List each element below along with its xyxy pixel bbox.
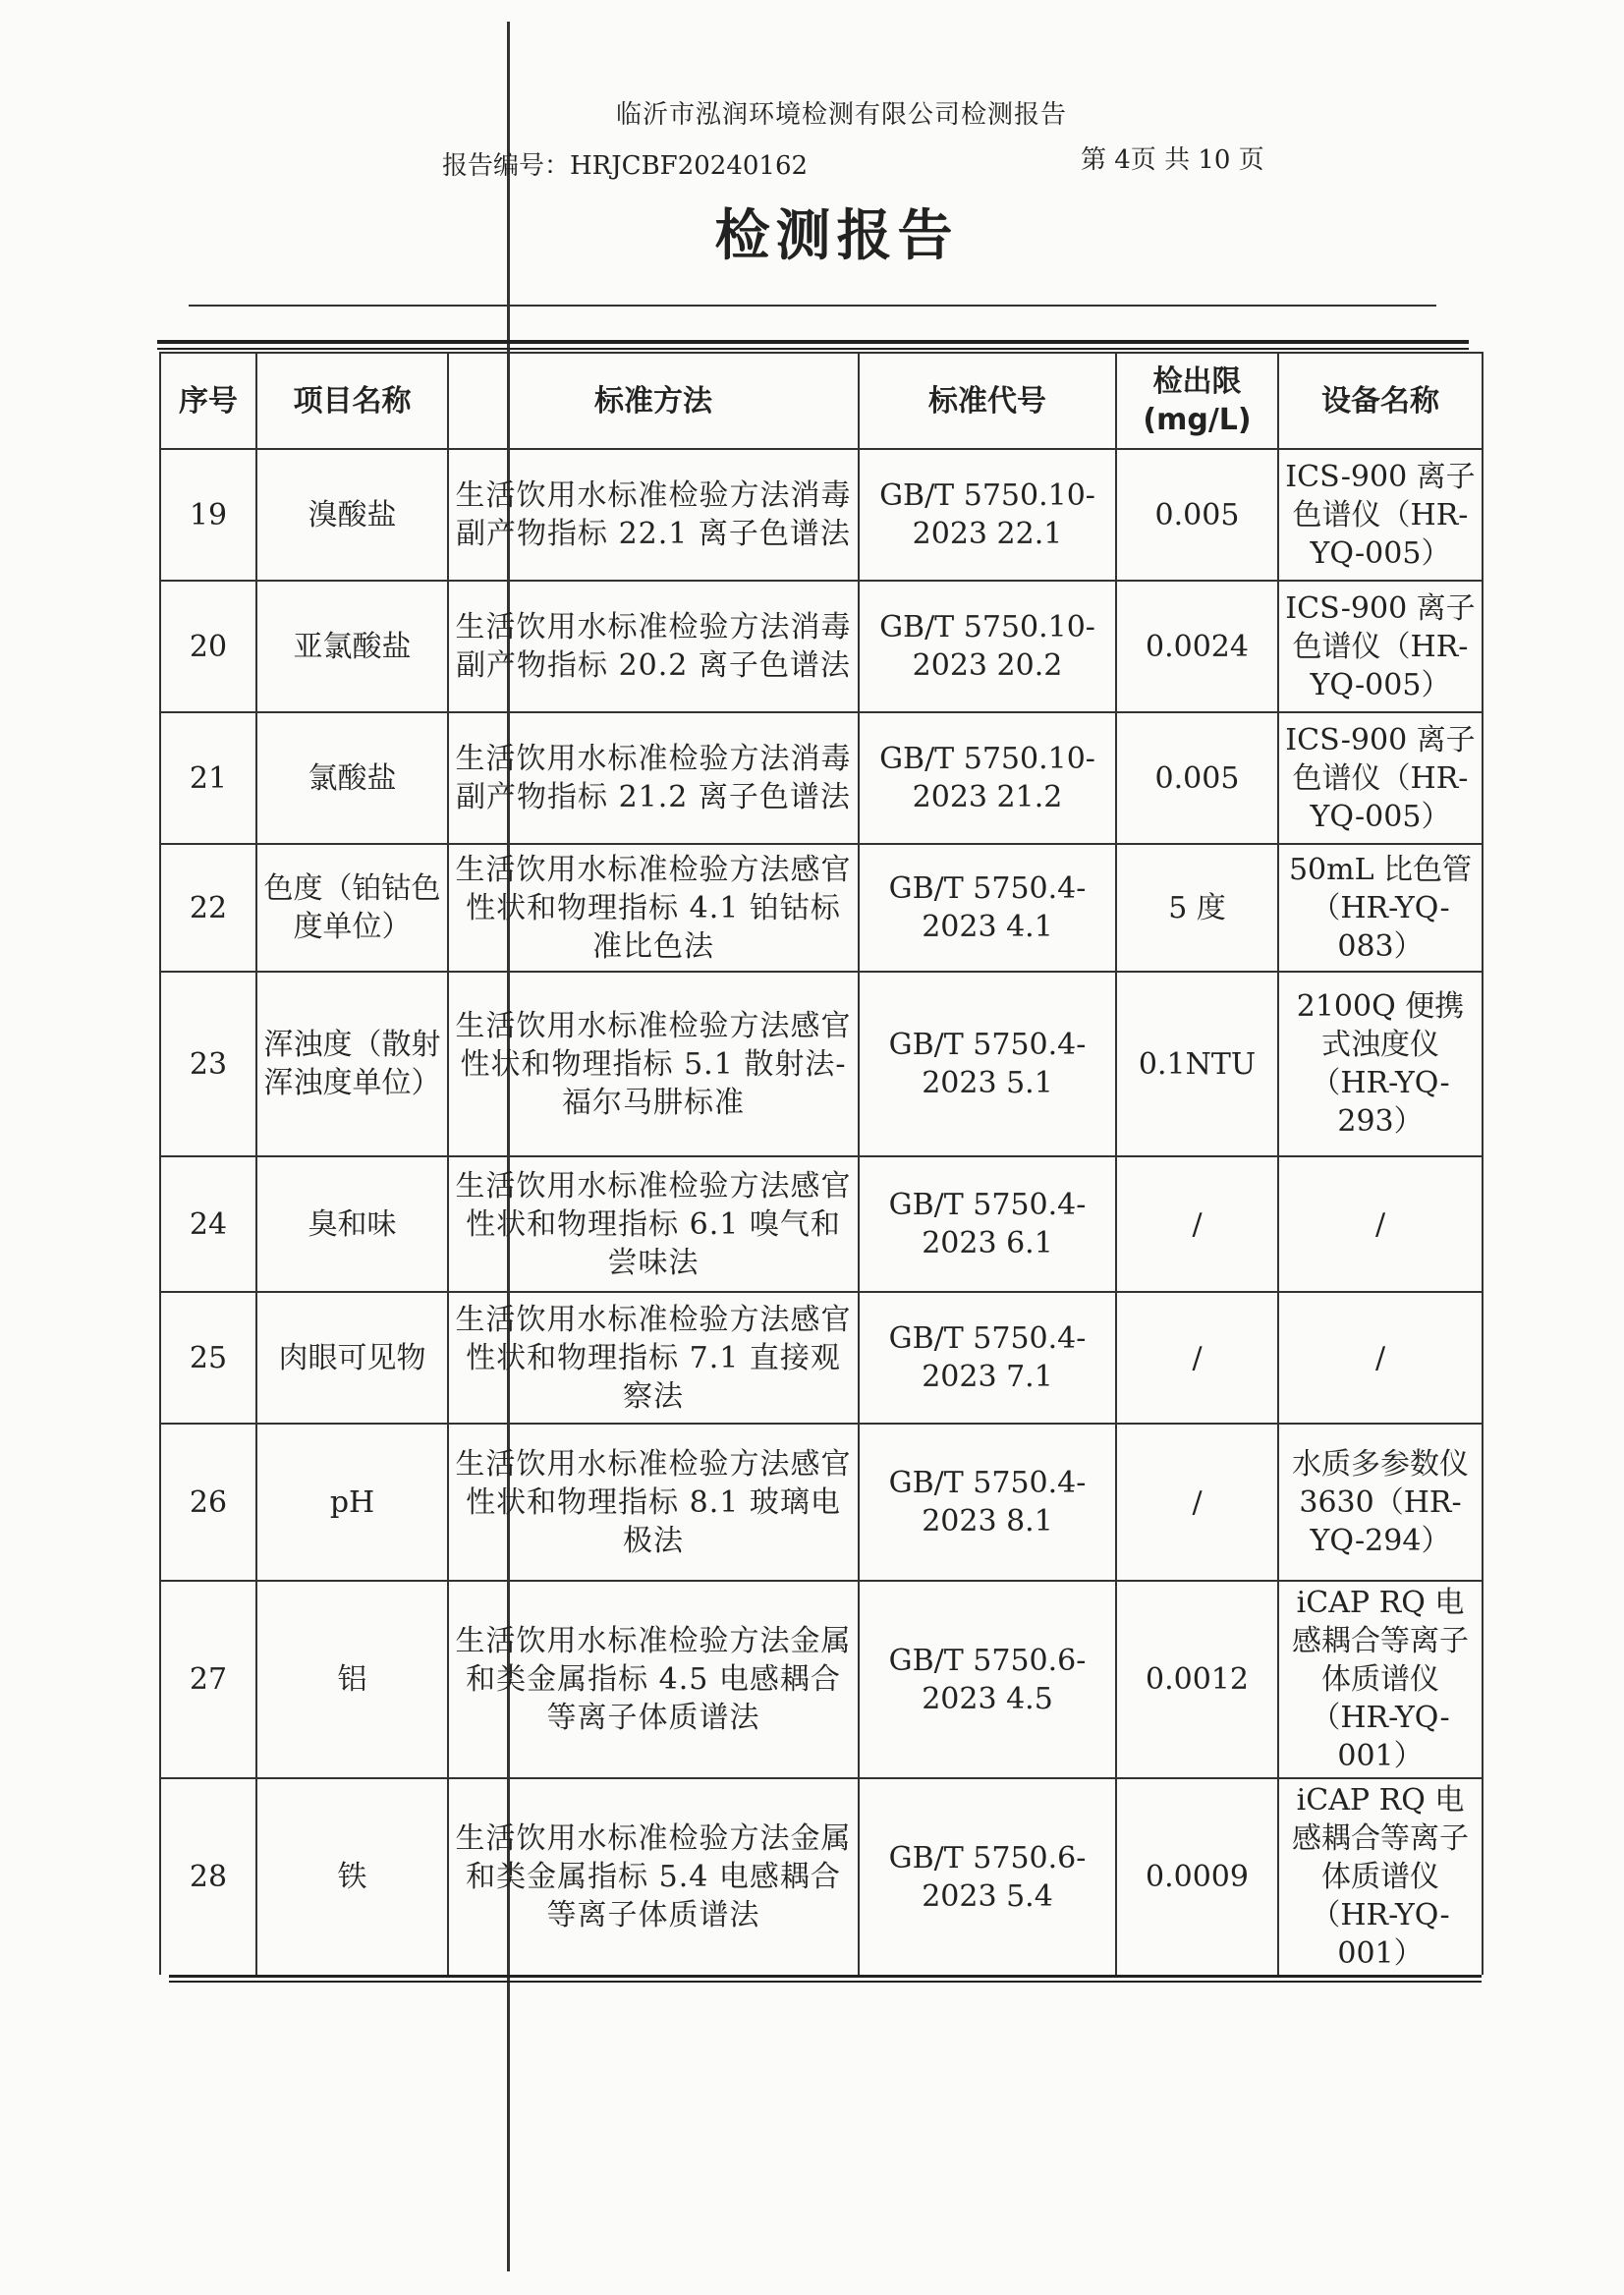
company-header: 临沂市泓润环境检测有限公司检测报告 bbox=[615, 100, 1067, 130]
table-bottom-rule bbox=[169, 1975, 1482, 1978]
cell-code: GB/T 5750.4-2023 8.1 bbox=[859, 1424, 1116, 1581]
table-row bbox=[160, 1156, 1483, 1292]
cell-code: GB/T 5750.4-2023 6.1 bbox=[859, 1156, 1116, 1292]
cell-equipment: ICS-900 离子色谱仪（HR-YQ-005） bbox=[1278, 581, 1483, 712]
cell-limit: 0.005 bbox=[1116, 712, 1278, 844]
report-number: 报告编号：HRJCBF20240162 bbox=[442, 151, 809, 181]
cell-method: 生活饮用水标准检验方法感官性状和物理指标 7.1 直接观察法 bbox=[448, 1292, 859, 1424]
table-header-row bbox=[160, 353, 1483, 449]
cell-equipment: iCAP RQ 电感耦合等离子体质谱仪（HR-YQ-001） bbox=[1278, 1581, 1483, 1778]
cell-code: GB/T 5750.6-2023 5.4 bbox=[859, 1778, 1116, 1975]
table-bottom-rule-thin bbox=[169, 1981, 1482, 1983]
cell-method: 生活饮用水标准检验方法消毒副产物指标 20.2 离子色谱法 bbox=[448, 581, 859, 712]
cell-code: GB/T 5750.10-2023 20.2 bbox=[859, 581, 1116, 712]
table-row bbox=[160, 712, 1483, 844]
cell-item: pH bbox=[256, 1424, 448, 1581]
cell-method: 生活饮用水标准检验方法感官性状和物理指标 8.1 玻璃电极法 bbox=[448, 1424, 859, 1581]
table-row bbox=[160, 449, 1483, 581]
cell-code: GB/T 5750.4-2023 7.1 bbox=[859, 1292, 1116, 1424]
cell-item: 亚氯酸盐 bbox=[256, 581, 448, 712]
cell-limit: 0.0012 bbox=[1116, 1581, 1278, 1778]
test-method-table bbox=[159, 352, 1484, 1975]
cell-method: 生活饮用水标准检验方法感官性状和物理指标 4.1 铂钴标准比色法 bbox=[448, 844, 859, 972]
cell-limit: / bbox=[1116, 1156, 1278, 1292]
cell-code: GB/T 5750.6-2023 4.5 bbox=[859, 1581, 1116, 1778]
col-header-equipment: 设备名称 bbox=[1278, 353, 1483, 449]
cell-limit: 5 度 bbox=[1116, 844, 1278, 972]
cell-method: 生活饮用水标准检验方法感官性状和物理指标 6.1 嗅气和尝味法 bbox=[448, 1156, 859, 1292]
cell-item: 色度（铂钴色度单位） bbox=[256, 844, 448, 972]
cell-equipment: ICS-900 离子色谱仪（HR-YQ-005） bbox=[1278, 712, 1483, 844]
col-header-code: 标准代号 bbox=[859, 353, 1116, 449]
cell-no: 25 bbox=[160, 1292, 256, 1424]
cell-method: 生活饮用水标准检验方法消毒副产物指标 22.1 离子色谱法 bbox=[448, 449, 859, 581]
cell-method: 生活饮用水标准检验方法感官性状和物理指标 5.1 散射法-福尔马肼标准 bbox=[448, 972, 859, 1156]
table-row bbox=[160, 1424, 1483, 1581]
cell-no: 22 bbox=[160, 844, 256, 972]
table-top-rule bbox=[157, 340, 1469, 344]
cell-no: 20 bbox=[160, 581, 256, 712]
col-header-no: 序号 bbox=[160, 353, 256, 449]
cell-method: 生活饮用水标准检验方法金属和类金属指标 4.5 电感耦合等离子体质谱法 bbox=[448, 1581, 859, 1778]
cell-item: 氯酸盐 bbox=[256, 712, 448, 844]
cell-item: 铝 bbox=[256, 1581, 448, 1778]
cell-limit: / bbox=[1116, 1292, 1278, 1424]
cell-code: GB/T 5750.4-2023 5.1 bbox=[859, 972, 1116, 1156]
cell-no: 26 bbox=[160, 1424, 256, 1581]
cell-method: 生活饮用水标准检验方法消毒副产物指标 21.2 离子色谱法 bbox=[448, 712, 859, 844]
table-row bbox=[160, 1778, 1483, 1975]
title-rule bbox=[189, 305, 1436, 307]
col-header-limit: 检出限 (mg/L) bbox=[1116, 353, 1278, 449]
cell-code: GB/T 5750.10-2023 22.1 bbox=[859, 449, 1116, 581]
table-row bbox=[160, 581, 1483, 712]
table-row bbox=[160, 844, 1483, 972]
cell-no: 21 bbox=[160, 712, 256, 844]
cell-code: GB/T 5750.4-2023 4.1 bbox=[859, 844, 1116, 972]
table-row bbox=[160, 1581, 1483, 1778]
cell-limit: 0.0024 bbox=[1116, 581, 1278, 712]
cell-limit: 0.1NTU bbox=[1116, 972, 1278, 1156]
cell-no: 27 bbox=[160, 1581, 256, 1778]
cell-no: 23 bbox=[160, 972, 256, 1156]
cell-equipment: 50mL 比色管（HR-YQ-083） bbox=[1278, 844, 1483, 972]
cell-item: 浑浊度（散射浑浊度单位） bbox=[256, 972, 448, 1156]
page-info: 第 4页 共 10 页 bbox=[1081, 145, 1264, 175]
cell-item: 臭和味 bbox=[256, 1156, 448, 1292]
cell-no: 19 bbox=[160, 449, 256, 581]
cell-equipment: ICS-900 离子色谱仪（HR-YQ-005） bbox=[1278, 449, 1483, 581]
table-row bbox=[160, 1292, 1483, 1424]
cell-no: 24 bbox=[160, 1156, 256, 1292]
cell-equipment: 水质多参数仪 3630（HR-YQ-294） bbox=[1278, 1424, 1483, 1581]
cell-item: 铁 bbox=[256, 1778, 448, 1975]
cell-item: 溴酸盐 bbox=[256, 449, 448, 581]
cell-equipment: 2100Q 便携式浊度仪（HR-YQ-293） bbox=[1278, 972, 1483, 1156]
cell-limit: / bbox=[1116, 1424, 1278, 1581]
cell-equipment: / bbox=[1278, 1292, 1483, 1424]
document-title: 检测报告 bbox=[714, 204, 959, 268]
cell-limit: 0.005 bbox=[1116, 449, 1278, 581]
cell-limit: 0.0009 bbox=[1116, 1778, 1278, 1975]
cell-code: GB/T 5750.10-2023 21.2 bbox=[859, 712, 1116, 844]
cell-no: 28 bbox=[160, 1778, 256, 1975]
cell-method: 生活饮用水标准检验方法金属和类金属指标 5.4 电感耦合等离子体质谱法 bbox=[448, 1778, 859, 1975]
table-top-rule-thin bbox=[157, 348, 1469, 350]
col-header-method: 标准方法 bbox=[448, 353, 859, 449]
cell-equipment: iCAP RQ 电感耦合等离子体质谱仪（HR-YQ-001） bbox=[1278, 1778, 1483, 1975]
col-header-item: 项目名称 bbox=[256, 353, 448, 449]
cell-item: 肉眼可见物 bbox=[256, 1292, 448, 1424]
cell-equipment: / bbox=[1278, 1156, 1483, 1292]
table-row bbox=[160, 972, 1483, 1156]
